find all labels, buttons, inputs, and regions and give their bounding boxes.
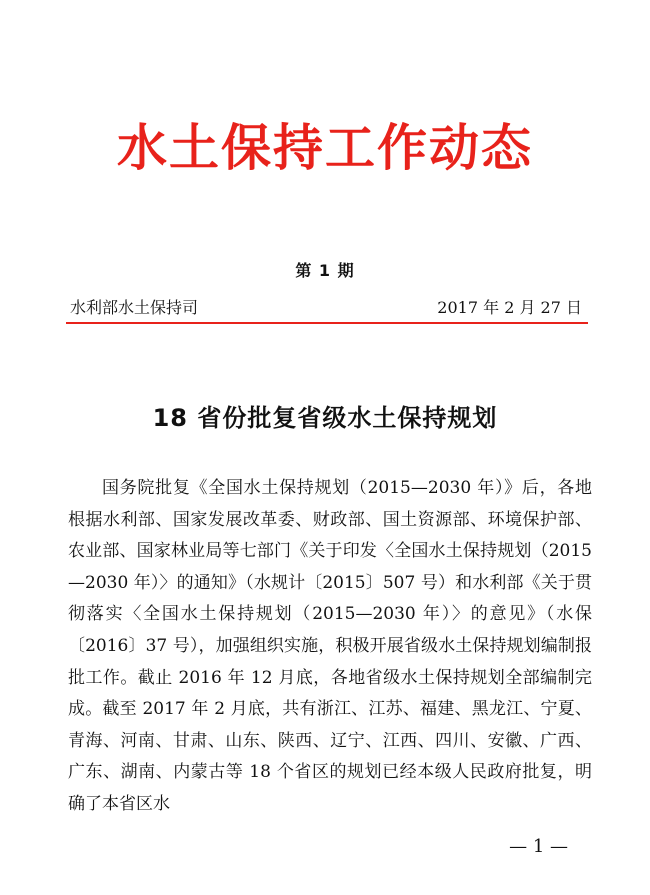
- masthead-title: 水土保持工作动态: [117, 118, 533, 177]
- publisher: 水利部水土保持司: [70, 298, 199, 317]
- page-number: — 1 —: [509, 836, 568, 857]
- issue-number: 第 1 期: [295, 261, 355, 280]
- article-title: 18 省份批复省级水土保持规划: [152, 404, 498, 432]
- article-body: [68, 473, 592, 821]
- meta-row: [70, 295, 582, 318]
- body-paragraph: 国务院批复《全国水土保持规划（2015—2030 年）》后，各地根据水利部、国家发展改革委、财政部、国土资源部、环境保护部、农业部、国家林业局等七部门《关于印发〈全国水土保持规划（2015—2030 年）〉的通知》（水规计〔2015〕507 号）和水利部《关于贯彻落实〈全国水土保持规划（2015—2030 年）〉的意见》（水保〔2016〕37 号），加强组织实施，积极开展省级水土保持规划编制报批工作。截止 2016 年 12 月底，各地省级水土保持规划全部编制完成。截至 2017 年 2 月底，共有浙江、江苏、福建、黑龙江、宁夏、青海、河南、甘肃、山东、陕西、辽宁、江西、四川、安徽、广西、广东、湖南、内蒙古等 18 个省区的规划已经本级人民政府批复，明确了本省区水: [68, 478, 592, 814]
- issue-date: 2017 年 2 月 27 日: [437, 298, 582, 317]
- red-divider-rule: [66, 322, 588, 324]
